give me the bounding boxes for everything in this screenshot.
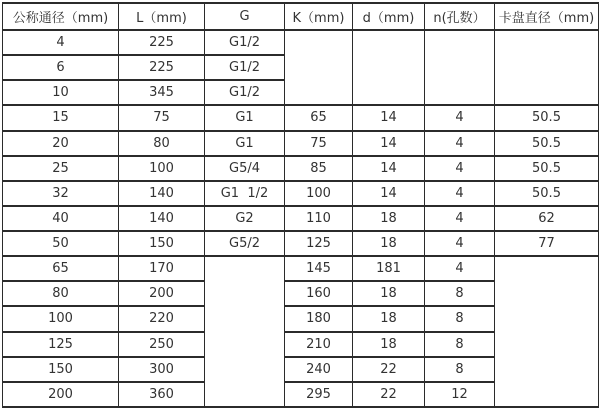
- table-cell: 77: [495, 231, 599, 256]
- table-cell: G1/2: [205, 30, 285, 55]
- table-cell: 85: [285, 156, 353, 181]
- table-cell: G1 1/2: [205, 181, 285, 206]
- table-cell: [425, 30, 495, 105]
- table-cell: 14: [353, 105, 425, 130]
- table-cell: 50.5: [495, 131, 599, 156]
- table-cell: 75: [119, 105, 205, 130]
- table-row: [3, 156, 599, 181]
- table-cell: 50.5: [495, 105, 599, 130]
- column-header: 卡盘直径（mm): [495, 3, 599, 30]
- table-cell: 225: [119, 30, 205, 55]
- table-header-row: [3, 3, 599, 30]
- table-cell: 10: [3, 80, 119, 105]
- table-cell: 22: [353, 357, 425, 382]
- table-cell: 18: [353, 231, 425, 256]
- table-body: [3, 30, 599, 407]
- table-cell: [285, 30, 353, 105]
- table-cell: 150: [3, 357, 119, 382]
- column-header: 公称通径（mm): [3, 3, 119, 30]
- table-cell: 160: [285, 281, 353, 306]
- table-cell: 6: [3, 55, 119, 80]
- header-row: [3, 3, 599, 30]
- column-header: G: [205, 3, 285, 30]
- table-row: [3, 131, 599, 156]
- table-cell: 200: [119, 281, 205, 306]
- table-cell: 140: [119, 206, 205, 231]
- table-row: [3, 256, 599, 281]
- table-cell: 4: [425, 231, 495, 256]
- table-cell: 8: [425, 332, 495, 357]
- table-cell: 4: [425, 131, 495, 156]
- table-cell: 4: [3, 30, 119, 55]
- table-row: [3, 30, 599, 55]
- table-cell: 14: [353, 181, 425, 206]
- table-cell: 240: [285, 357, 353, 382]
- table-cell: 32: [3, 181, 119, 206]
- table-cell: [205, 256, 285, 407]
- table-cell: 100: [3, 306, 119, 331]
- table-cell: G5/2: [205, 231, 285, 256]
- table-cell: 170: [119, 256, 205, 281]
- table-cell: 18: [353, 306, 425, 331]
- table-cell: 80: [3, 281, 119, 306]
- table-cell: 18: [353, 332, 425, 357]
- table-cell: 181: [353, 256, 425, 281]
- table-cell: 100: [285, 181, 353, 206]
- table-cell: 62: [495, 206, 599, 231]
- table-cell: 12: [425, 382, 495, 407]
- table-row: [3, 231, 599, 256]
- column-header: n(孔数）: [425, 3, 495, 30]
- table-cell: 220: [119, 306, 205, 331]
- table-cell: 225: [119, 55, 205, 80]
- table-cell: 125: [285, 231, 353, 256]
- table-cell: 14: [353, 156, 425, 181]
- table-cell: G1/2: [205, 55, 285, 80]
- table-cell: [353, 30, 425, 105]
- table-cell: 80: [119, 131, 205, 156]
- table-cell: G1: [205, 105, 285, 130]
- table-cell: 300: [119, 357, 205, 382]
- column-header: K（mm): [285, 3, 353, 30]
- table-cell: 4: [425, 206, 495, 231]
- table-cell: 110: [285, 206, 353, 231]
- table-row: [3, 181, 599, 206]
- table-cell: 8: [425, 306, 495, 331]
- table-cell: 65: [3, 256, 119, 281]
- table-cell: 50.5: [495, 156, 599, 181]
- table-cell: 200: [3, 382, 119, 407]
- table-cell: 180: [285, 306, 353, 331]
- table-cell: 75: [285, 131, 353, 156]
- table-cell: 145: [285, 256, 353, 281]
- table-cell: G1/2: [205, 80, 285, 105]
- table-cell: 8: [425, 281, 495, 306]
- column-header: L（mm): [119, 3, 205, 30]
- table-cell: 345: [119, 80, 205, 105]
- table-cell: G2: [205, 206, 285, 231]
- table-cell: 4: [425, 156, 495, 181]
- table-cell: 140: [119, 181, 205, 206]
- table-cell: 22: [353, 382, 425, 407]
- table-cell: 14: [353, 131, 425, 156]
- spec-table: [2, 2, 599, 408]
- table-cell: 8: [425, 357, 495, 382]
- table-cell: 25: [3, 156, 119, 181]
- table-cell: 100: [119, 156, 205, 181]
- table-cell: 20: [3, 131, 119, 156]
- table-cell: 150: [119, 231, 205, 256]
- table-cell: 15: [3, 105, 119, 130]
- table-cell: 4: [425, 181, 495, 206]
- table-cell: 250: [119, 332, 205, 357]
- table-cell: [495, 30, 599, 105]
- table-cell: 4: [425, 256, 495, 281]
- table-cell: G5/4: [205, 156, 285, 181]
- table-cell: 65: [285, 105, 353, 130]
- table-cell: 295: [285, 382, 353, 407]
- table-cell: [495, 256, 599, 407]
- table-row: [3, 105, 599, 130]
- table-cell: 4: [425, 105, 495, 130]
- table-cell: 125: [3, 332, 119, 357]
- table-row: [3, 206, 599, 231]
- table-cell: G1: [205, 131, 285, 156]
- table-cell: 360: [119, 382, 205, 407]
- table-cell: 18: [353, 281, 425, 306]
- column-header: d（mm): [353, 3, 425, 30]
- table-cell: 18: [353, 206, 425, 231]
- table-cell: 50.5: [495, 181, 599, 206]
- table-cell: 40: [3, 206, 119, 231]
- table-cell: 210: [285, 332, 353, 357]
- table-cell: 50: [3, 231, 119, 256]
